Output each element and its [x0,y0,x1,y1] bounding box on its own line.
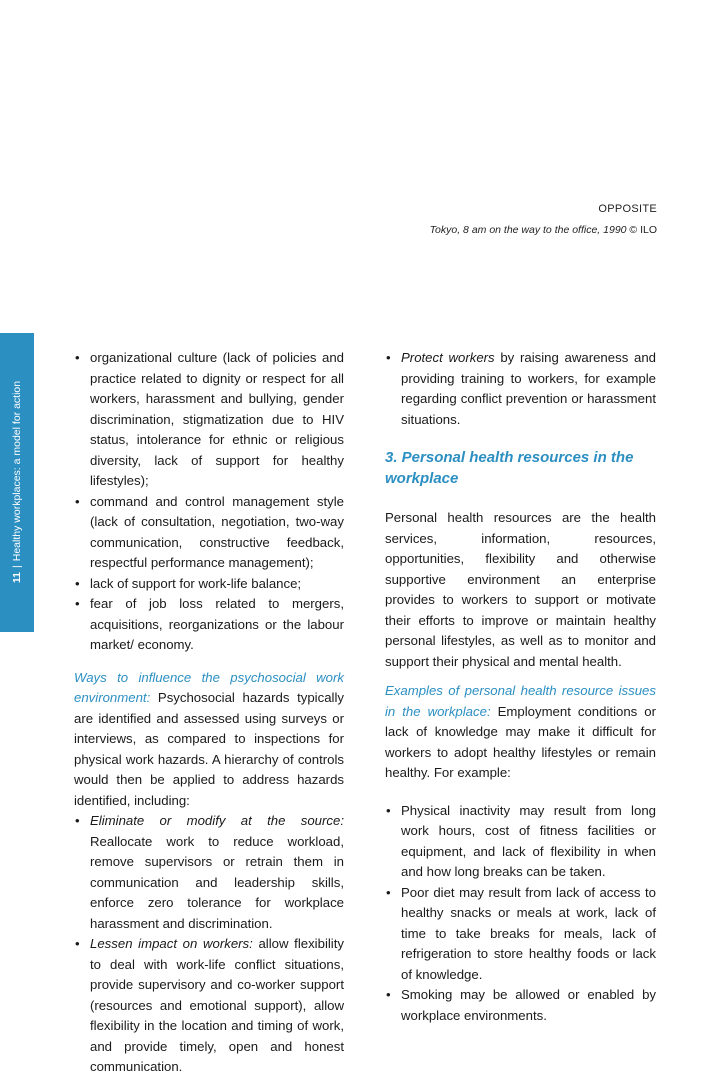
intro-paragraph: Personal health resources are the health services, information, resources, opportunities, flexibility and otherwise supportive environment an enterprise provides to workers to support or motivate their efforts to improve or maintain healthy personal lifestyles, as well as to monitor and support their physical and mental health. [385,510,656,669]
left-column [74,348,344,1078]
control-lead: Eliminate or modify at the source: [90,813,344,828]
ways-paragraph [74,668,344,812]
protect-list [385,348,656,430]
protect-text: by raising awareness and providing training to workers, for example regarding conflict prevention or harassment situations. [401,350,656,427]
list-item: • command and control management style (lack of consultation, negotiation, two-way communication, constructive feedback, respectful performance management); [74,492,344,574]
caption-text [430,223,657,237]
section-heading: 3. Personal health resources in the workplace [385,449,634,487]
caption-description: Tokyo, 8 am on the way to the office, 1990 [429,224,627,236]
list-item: • Smoking may be allowed or enabled by workplace environments. [385,985,656,1026]
header-separator: | [11,565,23,568]
list-item: • lack of support for work-life balance; [74,574,344,595]
hazard-list [74,348,344,656]
controls-list [74,811,344,1078]
list-item: • Poor diet may result from lack of access to healthy snacks or meals at work, lack of time to take breaks for meals, lack of refrigeration to store healthy foods or lack of knowledge. [385,883,656,986]
examples-lead: Examples of personal health resource issues in the workplace: [385,683,656,719]
page-number: 11 [11,571,23,584]
control-text: allow flexibility to deal with work-life conflict situations, provide supervisory and co-worker support (resources and emotional support), allow flexibility in the location and timing of work, and provide timely, open and honest communication. [90,936,344,1074]
list-item: • fear of job loss related to mergers, acquisitions, reorganizations or the labour market/ economy. [74,594,344,656]
running-header [11,381,23,583]
running-title: Healthy workplaces: a model for action [11,380,23,562]
right-column [385,348,656,1026]
protect-lead: Protect workers [401,350,495,365]
list-item [74,934,344,1078]
ways-lead: Ways to influence the psychosocial work environment: [74,669,344,705]
photo-caption [430,202,657,237]
control-lead: Lessen impact on workers: [90,936,253,951]
examples-list [385,801,656,1027]
examples-paragraph [385,681,656,784]
list-item: • organizational culture (lack of policies and practice related to dignity or respect for all workers, harassment and bullying, gender discrimination, stigmatization due to HIV status, intolerance for ethnic or religious diversity, lack of support for healthy lifestyles); [74,348,344,492]
ways-text: Psychosocial hazards typically are identified and assessed using surveys or interviews, as compared to inspections for physical work hazards. A hierarchy of controls would then be applied to address hazards identified, including: [74,690,344,808]
list-item [385,348,656,430]
list-item [74,811,344,934]
control-text: Reallocate work to reduce workload, remove supervisors or retrain them in communication and leadership skills, enforce zero tolerance for workplace harassment and discrimination. [90,833,344,931]
caption-label: OPPOSITE [598,203,657,215]
examples-text: Employment conditions or lack of knowledge may make it difficult for workers to adopt healthy lifestyles or remain healthy. For example: [385,703,656,780]
caption-credit: © ILO [629,224,657,236]
list-item: • Physical inactivity may result from long work hours, cost of fitness facilities or equipment, and lack of flexibility in when and how long breaks can be taken. [385,801,656,883]
